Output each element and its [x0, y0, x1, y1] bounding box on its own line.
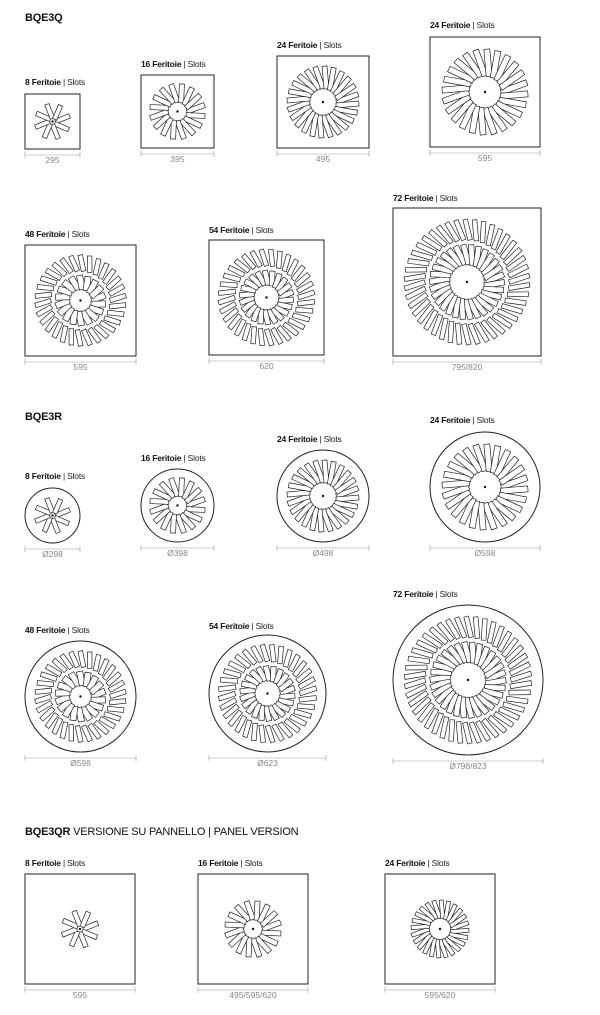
center-point: [265, 296, 267, 298]
slot: [449, 720, 455, 742]
slot-count-label: 16 Feritoie: [141, 453, 182, 463]
slot: [87, 256, 92, 272]
diffuser-caption-q48: [25, 229, 90, 239]
slot: [481, 619, 487, 641]
diffuser-drawing-q24a: [275, 54, 371, 160]
slot: [69, 725, 74, 741]
slot-label-en: | Slots: [65, 229, 90, 239]
slot-label-en: | Slots: [60, 471, 86, 481]
diffuser-caption-r54: [209, 621, 274, 631]
slot-count-label: 24 Feritoie: [430, 415, 471, 425]
diffuser-drawing-r54: [207, 633, 328, 764]
center-point: [51, 514, 53, 516]
diffuser-drawing-q54: [207, 238, 326, 367]
slot-label-en: | Slots: [60, 858, 86, 868]
slot: [69, 329, 74, 345]
center-point: [176, 110, 178, 112]
slot: [480, 222, 486, 243]
slot-count-label: 48 Feritoie: [25, 229, 66, 239]
diffuser-caption-r24b: [430, 415, 495, 425]
diffuser-drawing-q48: [23, 243, 138, 368]
slot: [406, 267, 427, 272]
slot-label-en: | Slots: [181, 59, 206, 69]
diffuser-drawing-p8: [23, 872, 137, 996]
center-point: [484, 486, 486, 488]
dimension-label-p8: 595: [72, 990, 88, 1000]
dimension-label-r72: Ø798/823: [449, 761, 487, 771]
diffuser-caption-q24a: [277, 40, 342, 50]
diffuser-caption-p8: [25, 858, 85, 868]
diffuser-drawing-q16: [139, 73, 216, 160]
diffuser-drawing-r48: [23, 639, 138, 764]
section-title-bqe3r: BQE3R: [25, 411, 62, 423]
diffuser-caption-r72: [393, 589, 458, 599]
slot-label-en: | Slots: [470, 415, 495, 425]
slot: [251, 723, 257, 741]
slot-label-en: | Slots: [60, 77, 86, 87]
center-point: [322, 101, 324, 103]
slot-label-en: | Slots: [65, 625, 90, 635]
slot-count-label: 24 Feritoie: [430, 20, 471, 30]
diffuser-caption-q72: [393, 193, 458, 203]
center-point: [466, 281, 468, 283]
diffuser-caption-r8: [25, 471, 85, 481]
dimension-label-q54: 620: [259, 361, 274, 371]
center-point: [176, 504, 178, 506]
slot: [220, 677, 238, 683]
slot: [220, 282, 237, 288]
slot-count-label: 16 Feritoie: [141, 59, 182, 69]
center-point: [467, 679, 469, 681]
slot-count-label: 72 Feritoie: [393, 193, 434, 203]
slot: [87, 652, 92, 668]
diffuser-drawing-r24a: [275, 448, 371, 554]
slot-count-label: 8 Feritoie: [25, 77, 61, 87]
slot: [406, 665, 427, 670]
center-point: [322, 495, 324, 497]
diffuser-caption-r24a: [277, 434, 342, 444]
slot-label-en: | Slots: [433, 589, 458, 599]
slot-count-label: 24 Feritoie: [277, 40, 318, 50]
center-point: [266, 692, 268, 694]
center-point: [79, 695, 81, 697]
diffuser-caption-q24b: [430, 20, 495, 30]
diffuser-caption-q8: [25, 77, 85, 87]
slot: [296, 307, 313, 313]
slot-count-label: 8 Feritoie: [25, 471, 61, 481]
slot-count-label: 48 Feritoie: [25, 625, 66, 635]
diffuser-caption-q16: [141, 59, 206, 69]
center-point: [484, 91, 486, 93]
dimension-label-r16: Ø398: [167, 548, 188, 558]
dimension-label-q24a: 495: [315, 154, 331, 164]
slot-label-en: | Slots: [470, 20, 495, 30]
diffuser-drawing-p24: [383, 872, 497, 996]
slot-label-en: | Slots: [433, 193, 458, 203]
slot-count-label: 24 Feritoie: [277, 434, 318, 444]
diffuser-caption-r48: [25, 625, 90, 635]
diffuser-caption-r16: [141, 453, 206, 463]
center-point: [439, 928, 441, 930]
slot-label-en: | Slots: [249, 225, 274, 235]
section-title-bqe3qr: BQE3QR VERSIONE SU PANNELLO | PANEL VERSION: [25, 826, 299, 838]
slot-count-label: 54 Feritoie: [209, 225, 250, 235]
slot-label-en: | Slots: [181, 453, 206, 463]
diffuser-drawing-r72: [391, 603, 545, 767]
slot: [276, 251, 282, 268]
slot-label-en: | Slots: [317, 434, 342, 444]
diffuser-caption-q54: [209, 225, 274, 235]
dimension-label-q48: 595: [73, 362, 88, 372]
slot: [251, 327, 257, 344]
diffuser-caption-p16: [198, 858, 263, 868]
slot-label-en: | Slots: [249, 621, 274, 631]
dimension-label-r24a: Ø498: [312, 548, 334, 558]
diffuser-drawing-q8: [23, 92, 82, 161]
slot: [278, 646, 284, 664]
center-point: [79, 299, 81, 301]
slot: [507, 292, 528, 297]
dimension-label-q24b: 595: [477, 153, 493, 163]
slot-count-label: 8 Feritoie: [25, 858, 61, 868]
slot-count-label: 24 Feritoie: [385, 858, 426, 868]
dimension-label-r48: Ø598: [70, 758, 91, 768]
diffuser-drawing-p16: [196, 872, 310, 996]
slot-count-label: 54 Feritoie: [209, 621, 250, 631]
center-point: [51, 120, 53, 122]
dimension-label-q72: 795/820: [451, 362, 483, 372]
slot-label-en: | Slots: [238, 858, 263, 868]
center-point: [79, 928, 81, 930]
dimension-label-q8: 295: [45, 155, 60, 165]
center-point: [252, 928, 254, 930]
diffuser-drawing-r16: [139, 467, 216, 554]
slot: [448, 321, 454, 342]
diffuser-drawing-q72: [391, 206, 543, 368]
dimension-label-q16: 395: [170, 154, 185, 164]
diffuser-drawing-r8: [23, 486, 82, 555]
slot-count-label: 16 Feritoie: [198, 858, 239, 868]
dimension-label-p16: 495/595/620: [229, 990, 277, 1000]
dimension-label-r24b: Ø598: [474, 548, 496, 558]
dimension-label-r8: Ø298: [42, 549, 63, 559]
slot-label-en: | Slots: [317, 40, 342, 50]
slot: [509, 690, 530, 695]
dimension-label-p24: 595/620: [424, 990, 456, 1000]
section-title-bqe3q: BQE3Q: [25, 12, 63, 24]
diffuser-drawing-r24b: [428, 430, 542, 554]
slot-label-en: | Slots: [425, 858, 450, 868]
slot-count-label: 72 Feritoie: [393, 589, 434, 599]
dimension-label-r54: Ø623: [257, 758, 278, 768]
slot: [297, 704, 315, 710]
diffuser-drawing-q24b: [428, 35, 542, 159]
diffuser-caption-p24: [385, 858, 450, 868]
